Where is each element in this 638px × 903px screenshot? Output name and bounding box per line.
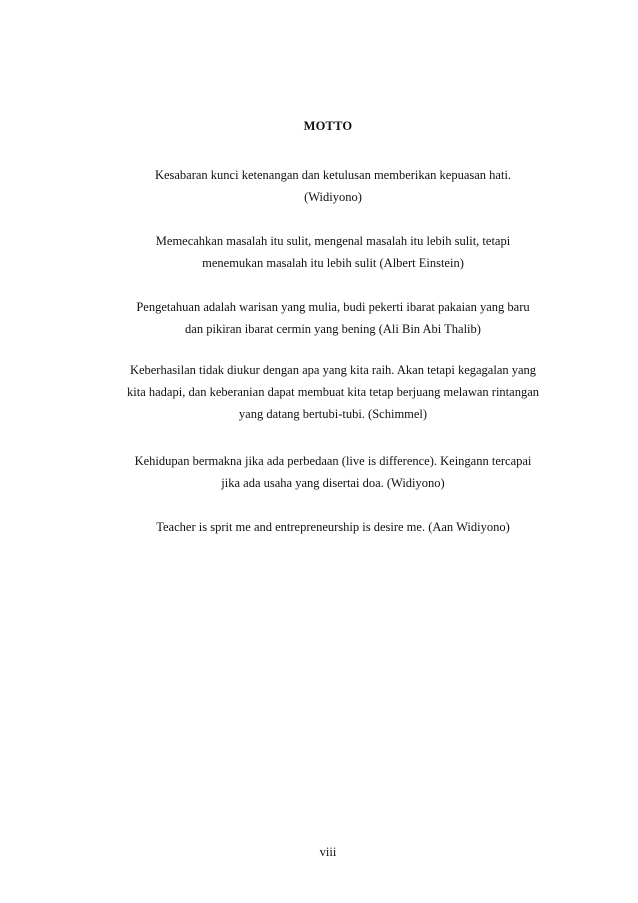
motto-quote-1 bbox=[116, 164, 550, 208]
motto-5-line-2: jika ada usaha yang disertai doa. (Widiyono) bbox=[221, 476, 445, 490]
motto-6-line-1: Teacher is sprit me and entrepreneurship is desire me. (Aan Widiyono) bbox=[156, 520, 510, 534]
page-title: MOTTO bbox=[303, 119, 353, 133]
motto-quote-2 bbox=[116, 230, 550, 274]
motto-2-line-1: Memecahkan masalah itu sulit, mengenal masalah itu lebih sulit, tetapi bbox=[155, 234, 511, 248]
motto-4-line-3: yang datang bertubi-tubi. (Schimmel) bbox=[238, 407, 428, 421]
motto-quote-4 bbox=[116, 359, 550, 425]
motto-3-line-2: dan pikiran ibarat cermin yang bening (Ali Bin Abi Thalib) bbox=[185, 322, 481, 336]
motto-quote-5 bbox=[116, 450, 550, 494]
motto-2-line-2: menemukan masalah itu lebih sulit (Albert Einstein) bbox=[202, 256, 464, 270]
motto-quote-3 bbox=[116, 296, 550, 340]
motto-quote-6 bbox=[116, 516, 550, 538]
motto-5-line-1: Kehidupan bermakna jika ada perbedaan (live is difference). Keingann tercapai bbox=[134, 454, 532, 468]
motto-3-line-1: Pengetahuan adalah warisan yang mulia, budi pekerti ibarat pakaian yang baru bbox=[136, 300, 530, 314]
motto-1-line-1: Kesabaran kunci ketenangan dan ketulusan memberikan kepuasan hati. bbox=[154, 168, 512, 182]
motto-4-line-2: kita hadapi, dan keberanian dapat membuat kita tetap berjuang melawan rintangan bbox=[127, 385, 539, 399]
page-number: viii bbox=[319, 845, 337, 859]
motto-4-line-1: Keberhasilan tidak diukur dengan apa yang kita raih. Akan tetapi kegagalan yang bbox=[129, 363, 537, 377]
motto-1-line-2: (Widiyono) bbox=[304, 190, 362, 204]
